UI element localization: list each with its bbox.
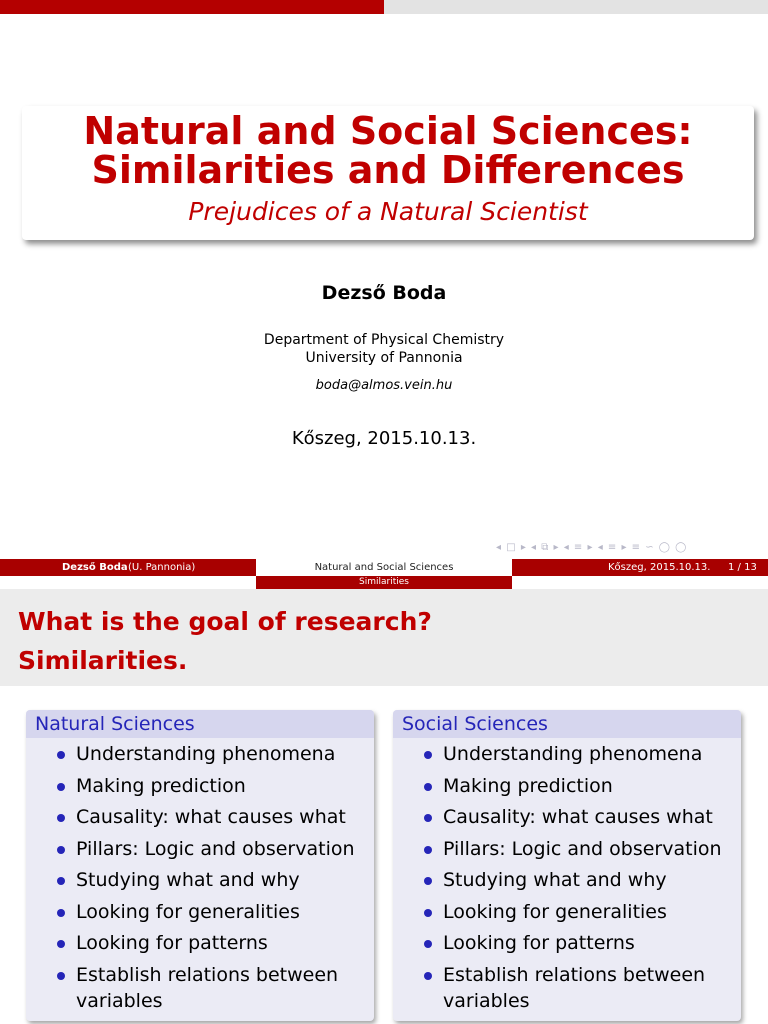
department: Department of Physical Chemistry [263,332,505,348]
bullet-icon [57,846,65,854]
list-item: Establish relations between variables [393,962,741,1014]
bullet-icon [57,751,65,759]
list-item: Understanding phenomena [26,741,374,773]
bullet-icon [424,940,432,948]
natural-sciences-heading-bar [26,710,374,738]
author-email[interactable]: boda@almos.vein.hu [315,378,453,393]
frame-title-line1: What is the goal of research? [18,607,432,636]
bullet-icon [424,846,432,854]
list-item: Making prediction [26,773,374,805]
slide-title-line1: Natural and Social Sciences: [83,109,693,153]
list-item: Studying what and why [393,867,741,899]
footer-title-box [256,559,512,576]
footer-author: Dezső Boda [62,562,128,573]
bullet-icon [424,783,432,791]
footer-short-title: Natural and Social Sciences [314,562,454,573]
bullet-icon [57,814,65,822]
bullet-icon [57,972,65,980]
list-item: Looking for patterns [26,930,374,962]
list-item: Looking for generalities [393,899,741,931]
list-item: Pillars: Logic and observation [393,836,741,868]
footer-page-number: 1 / 13 [728,562,757,573]
footer-author-box [0,559,256,576]
bullet-icon [424,877,432,885]
list-item: Looking for patterns [393,930,741,962]
slide-subtitle: Prejudices of a Natural Scientist [188,197,588,226]
natural-sciences-heading: Natural Sciences [35,713,195,735]
social-sciences-block [393,710,741,1021]
beamer-navigation-icons[interactable]: ◂ □ ▸ ◂ ⧉ ▸ ◂ ≡ ▸ ◂ ≡ ▸ ≡ ∽ ◯ ◯ [496,542,688,553]
slide-title-line2: Similarities and Differences [91,148,685,192]
social-sciences-list [393,741,741,1014]
bullet-icon [424,972,432,980]
place-date: Kőszeg, 2015.10.13. [291,428,477,449]
bullet-icon [57,877,65,885]
bullet-icon [424,814,432,822]
natural-sciences-block [26,710,374,1021]
bullet-icon [57,940,65,948]
social-sciences-heading: Social Sciences [402,713,548,735]
author-name: Dezső Boda [321,282,447,304]
footer-date-box [512,559,768,576]
natural-sciences-list [26,741,374,1014]
top-progress-bar-empty [384,0,768,14]
list-item: Pillars: Logic and observation [26,836,374,868]
list-item: Studying what and why [26,867,374,899]
frame-title-line2: Similarities. [18,646,188,675]
social-sciences-heading-bar [393,710,741,738]
bullet-icon [57,783,65,791]
list-item: Looking for generalities [26,899,374,931]
footer-institute: (U. Pannonia) [128,562,196,573]
bullet-icon [57,909,65,917]
top-progress-bar-filled [0,0,384,14]
footer-date: Kőszeg, 2015.10.13. [608,562,711,573]
list-item: Making prediction [393,773,741,805]
list-item: Understanding phenomena [393,741,741,773]
list-item: Causality: what causes what [393,804,741,836]
university: University of Pannonia [305,350,463,366]
section-name: Similarities [359,577,409,587]
list-item: Establish relations between variables [26,962,374,1014]
list-item: Causality: what causes what [26,804,374,836]
bullet-icon [424,751,432,759]
bullet-icon [424,909,432,917]
